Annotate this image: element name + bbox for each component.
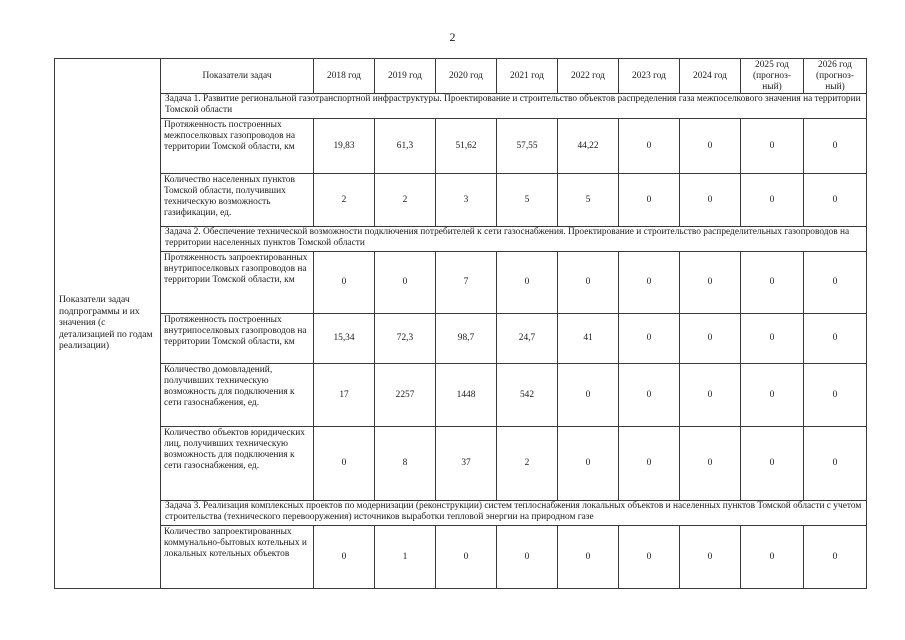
task-2-title: Задача 2. Обеспечение технической возможности подключения потребителей к сети газоснабжения. Проектирование и строительство распределительных газопроводов на территории населенных пунктов Томской области bbox=[161, 227, 867, 252]
value-cell: 0 bbox=[680, 427, 741, 501]
value-cell: 0 bbox=[314, 427, 375, 501]
value-cell: 0 bbox=[436, 526, 497, 589]
value-cell: 0 bbox=[497, 526, 558, 589]
indicator-name: Протяженность построенных внутрипоселковых газопроводов на территории Томской области, км bbox=[161, 314, 314, 364]
value-cell: 3 bbox=[436, 174, 497, 227]
indicator-name: Количество населенных пунктов Томской области, получивших техническую возможность газификации, ед. bbox=[161, 174, 314, 227]
value-cell: 0 bbox=[619, 526, 680, 589]
value-cell: 0 bbox=[680, 526, 741, 589]
value-cell: 0 bbox=[375, 252, 436, 314]
value-cell: 0 bbox=[680, 314, 741, 364]
value-cell: 98,7 bbox=[436, 314, 497, 364]
value-cell: 0 bbox=[619, 174, 680, 227]
value-cell: 57,55 bbox=[497, 119, 558, 174]
value-cell: 0 bbox=[558, 427, 619, 501]
value-cell: 2 bbox=[314, 174, 375, 227]
value-cell: 0 bbox=[619, 314, 680, 364]
value-cell: 41 bbox=[558, 314, 619, 364]
value-cell: 37 bbox=[436, 427, 497, 501]
value-cell: 0 bbox=[619, 119, 680, 174]
indicator-name: Протяженность построенных межпоселковых газопроводов на территории Томской области, км bbox=[161, 119, 314, 174]
value-cell: 0 bbox=[741, 526, 804, 589]
indicators-table bbox=[54, 58, 867, 589]
value-cell: 2 bbox=[375, 174, 436, 227]
value-cell: 0 bbox=[680, 174, 741, 227]
value-cell: 0 bbox=[558, 252, 619, 314]
table-row bbox=[55, 252, 867, 314]
value-cell: 0 bbox=[558, 364, 619, 427]
header-year: 2018 год bbox=[314, 59, 375, 94]
value-cell: 0 bbox=[804, 252, 867, 314]
value-cell: 0 bbox=[741, 252, 804, 314]
value-cell: 0 bbox=[804, 314, 867, 364]
value-cell: 0 bbox=[741, 174, 804, 227]
header-row bbox=[55, 59, 867, 94]
task-row bbox=[55, 94, 867, 119]
value-cell: 2257 bbox=[375, 364, 436, 427]
value-cell: 0 bbox=[804, 364, 867, 427]
indicator-name: Количество запроектированных коммунально-бытовых котельных и локальных котельных объектов bbox=[161, 526, 314, 589]
value-cell: 8 bbox=[375, 427, 436, 501]
task-1-title: Задача 1. Развитие региональной газотранспортной инфраструктуры. Проектирование и строительство объектов распределения газа межпоселкового значения на территории Томской области bbox=[161, 94, 867, 119]
header-year: 2025 год (прогноз-ный) bbox=[741, 59, 804, 94]
value-cell: 0 bbox=[314, 252, 375, 314]
value-cell: 0 bbox=[619, 364, 680, 427]
value-cell: 61,3 bbox=[375, 119, 436, 174]
left-label: Показатели задач подпрограммы и их значения (с детализацией по годам реализации) bbox=[59, 294, 153, 351]
header-year: 2023 год bbox=[619, 59, 680, 94]
value-cell: 542 bbox=[497, 364, 558, 427]
header-year: 2021 год bbox=[497, 59, 558, 94]
value-cell: 1448 bbox=[436, 364, 497, 427]
page-number: 2 bbox=[449, 30, 456, 44]
value-cell: 51,62 bbox=[436, 119, 497, 174]
value-cell: 17 bbox=[314, 364, 375, 427]
value-cell: 0 bbox=[741, 427, 804, 501]
value-cell: 0 bbox=[804, 526, 867, 589]
value-cell: 0 bbox=[680, 364, 741, 427]
header-year: 2024 год bbox=[680, 59, 741, 94]
value-cell: 44,22 bbox=[558, 119, 619, 174]
value-cell: 0 bbox=[680, 252, 741, 314]
value-cell: 0 bbox=[741, 364, 804, 427]
header-year: 2020 год bbox=[436, 59, 497, 94]
value-cell: 5 bbox=[558, 174, 619, 227]
value-cell: 24,7 bbox=[497, 314, 558, 364]
value-cell: 0 bbox=[741, 314, 804, 364]
table-row bbox=[55, 314, 867, 364]
value-cell: 0 bbox=[497, 252, 558, 314]
value-cell: 0 bbox=[558, 526, 619, 589]
task-3-title: Задача 3. Реализация комплексных проектов по модернизации (реконструкции) систем теплоснабжения локальных объектов и населенных пунктов Томской области с учетом строительства (технического перевооружения) источников выработки тепловой энергии на природном газе bbox=[161, 501, 867, 526]
value-cell: 0 bbox=[619, 427, 680, 501]
table-row bbox=[55, 364, 867, 427]
value-cell: 72,3 bbox=[375, 314, 436, 364]
value-cell: 5 bbox=[497, 174, 558, 227]
indicator-name: Количество объектов юридических лиц, получивших техническую возможность для подключения к сети газоснабжения, ед. bbox=[161, 427, 314, 501]
value-cell: 2 bbox=[497, 427, 558, 501]
value-cell: 0 bbox=[804, 119, 867, 174]
indicator-name: Количество домовладений, получивших техническую возможность для подключения к сети газоснабжения, ед. bbox=[161, 364, 314, 427]
table-row bbox=[55, 119, 867, 174]
value-cell: 7 bbox=[436, 252, 497, 314]
value-cell: 0 bbox=[741, 119, 804, 174]
value-cell: 0 bbox=[314, 526, 375, 589]
value-cell: 0 bbox=[804, 174, 867, 227]
header-year: 2026 год (прогноз-ный) bbox=[804, 59, 867, 94]
value-cell: 19,83 bbox=[314, 119, 375, 174]
indicator-name: Протяженность запроектированных внутрипоселковых газопроводов на территории Томской области, км bbox=[161, 252, 314, 314]
value-cell: 0 bbox=[680, 119, 741, 174]
table-row bbox=[55, 526, 867, 589]
table-row bbox=[55, 174, 867, 227]
value-cell: 0 bbox=[619, 252, 680, 314]
value-cell: 1 bbox=[375, 526, 436, 589]
header-year: 2022 год bbox=[558, 59, 619, 94]
value-cell: 15,34 bbox=[314, 314, 375, 364]
header-indicator: Показатели задач bbox=[161, 59, 314, 94]
table-row bbox=[55, 427, 867, 501]
task-row bbox=[55, 227, 867, 252]
value-cell: 0 bbox=[804, 427, 867, 501]
task-row bbox=[55, 501, 867, 526]
header-year: 2019 год bbox=[375, 59, 436, 94]
